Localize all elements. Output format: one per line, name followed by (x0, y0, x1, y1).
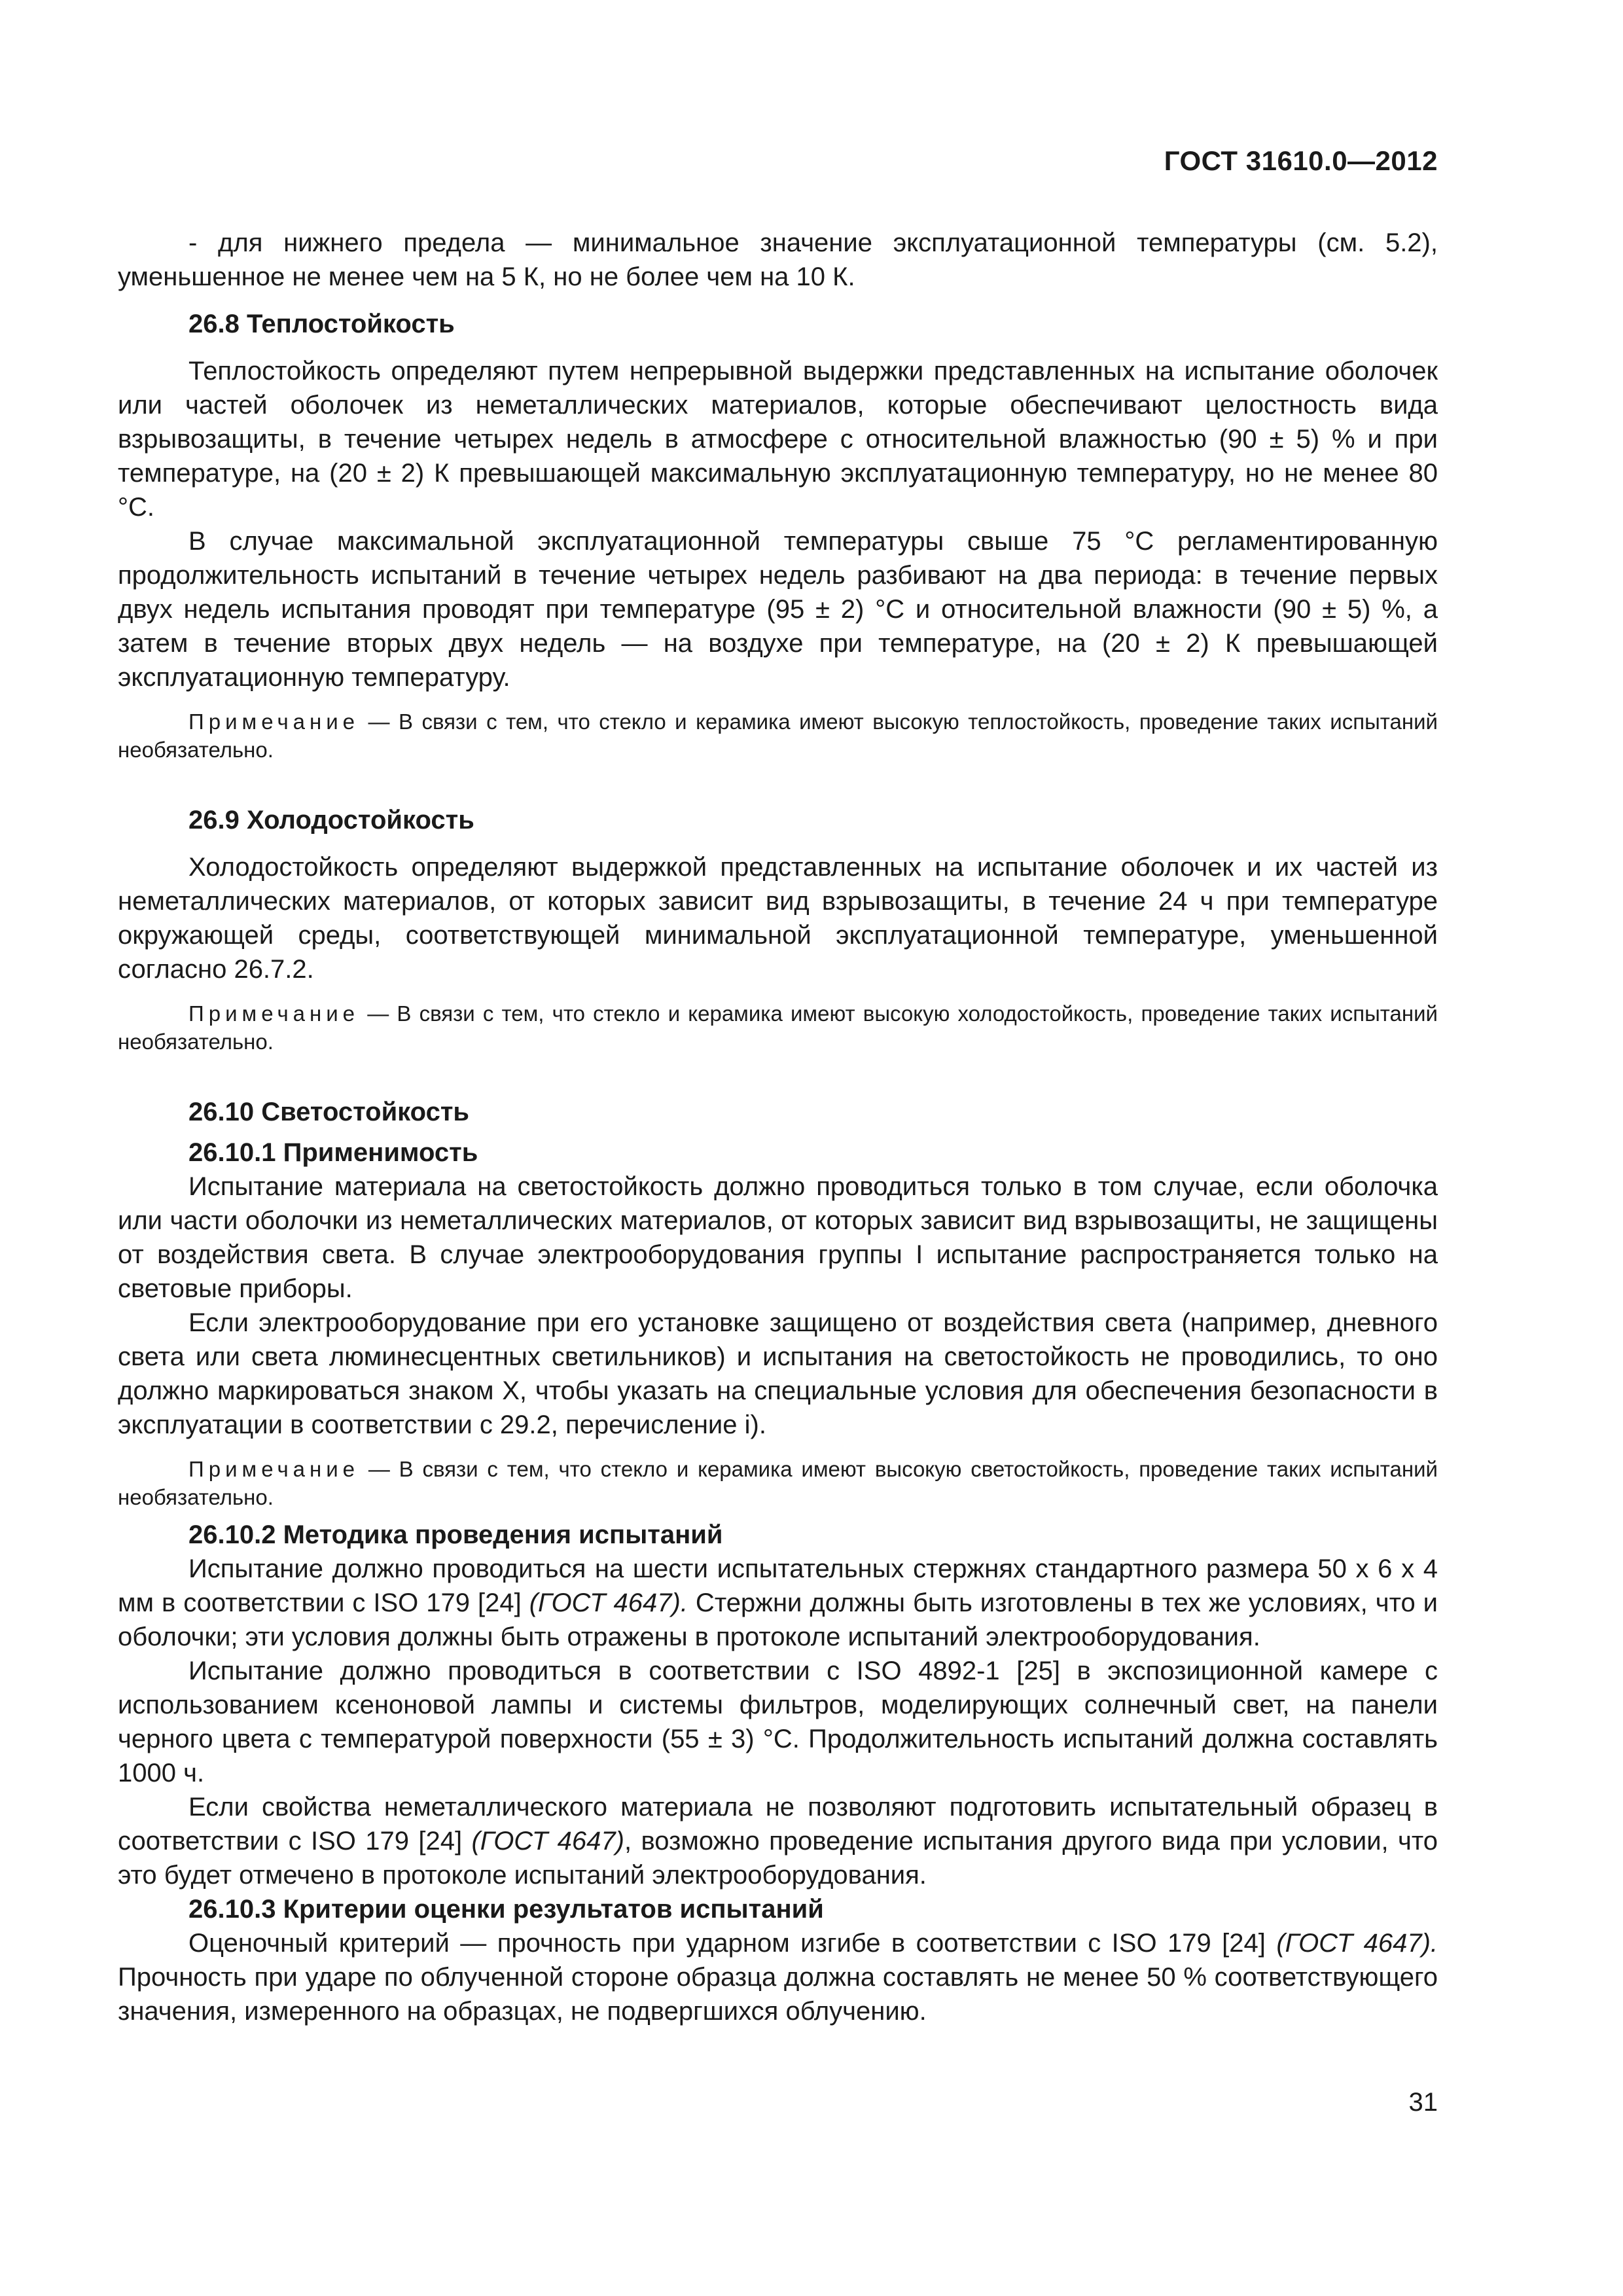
text-span: Оценочный критерий — прочность при ударном изгибе в соответствии с ISO 179 [24] (188, 1929, 1277, 1958)
note-text: — В связи с тем, что стекло и керамика имеют высокую холодостойкость, проведение таких испытаний необязательно. (118, 1001, 1438, 1054)
section-title-26-10: 26.10 Светостойкость (188, 1098, 470, 1126)
gost-reference: (ГОСТ 4647). (529, 1588, 688, 1617)
subsection-title-26-10-2: 26.10.2 Методика проведения испытаний (188, 1520, 723, 1549)
note-text: — В связи с тем, что стекло и керамика имеют высокую теплостойкость, проведение таких испытаний необязательно. (118, 709, 1438, 762)
gost-reference: (ГОСТ 4647) (471, 1827, 624, 1856)
subsection-26-10-1-paragraph-1: Испытание материала на светостойкость должно проводиться только в том случае, если оболочка или части оболочки из неметаллических материалов, от которых зависит вид взрывозащиты, не защищены от воздействия света. В случае электрооборудования группы I испытание распространяется только на световые приборы. (118, 1172, 1438, 1303)
note-label: Примечание (188, 1457, 360, 1481)
subsection-title-26-10-3: 26.10.3 Критерии оценки результатов испытаний (188, 1895, 824, 1924)
section-title-26-9: 26.9 Холодостойкость (188, 806, 474, 834)
gost-reference: (ГОСТ 4647). (1276, 1929, 1438, 1958)
section-26-9-note (118, 999, 1438, 1056)
text-span: , возможно проведение испытания другого вида при условии, что это будет отмечено в протоколе испытаний электрооборудования. (118, 1827, 1438, 1890)
subsection-26-10-3-paragraph-1 (118, 1926, 1438, 2028)
subsection-26-10-2-paragraph-3 (118, 1790, 1438, 1892)
note-text: — В связи с тем, что стекло и керамика имеют высокую светостойкость, проведение таких испытаний необязательно. (118, 1457, 1438, 1509)
section-26-9-paragraph-1: Холодостойкость определяют выдержкой представленных на испытание оболочек и их частей из неметаллических материалов, от которых зависит вид взрывозащиты, в течение 24 ч при температуре окружающей среды, соответствующей минимальной эксплуатационной температуре, уменьшенной согласно 26.7.2. (118, 853, 1438, 984)
text-span: Испытание должно проводиться на шести испытательных стержнях стандартного размера 50 x 6 x 4 мм в соответствии с ISO 179 [24] (118, 1554, 1438, 1617)
page-content (118, 226, 1438, 2028)
subsection-26-10-2-paragraph-2: Испытание должно проводиться в соответствии с ISO 4892-1 [25] в экспозиционной камере с использованием ксеноновой лампы и системы фильтров, моделирующих солнечный свет, на панели черного цвета с температурой поверхности (55 ± 3) °С. Продолжительность испытаний должна составлять 1000 ч. (118, 1657, 1438, 1787)
subsection-26-10-2-paragraph-1 (118, 1552, 1438, 1654)
note-label: Примечание (188, 709, 360, 734)
intro-paragraph: - для нижнего предела — минимальное значение эксплуатационной температуры (см. 5.2), уменьшенное не менее чем на 5 К, но не более чем на 10 К. (118, 228, 1438, 291)
section-26-8-paragraph-2: В случае максимальной эксплуатационной температуры свыше 75 °С регламентированную продолжительность испытаний в течение четырех недель разбивают на два периода: в течение первых двух недель испытания проводят при температуре (95 ± 2) °С и относительной влажности (90 ± 5) %, а затем в течение вторых двух недель — на воздухе при температуре, на (20 ± 2) К превышающей эксплуатационную температуру. (118, 527, 1438, 692)
standard-code-header: ГОСТ 31610.0—2012 (1164, 145, 1438, 176)
section-title-26-8: 26.8 Теплостойкость (188, 310, 455, 338)
page-number: 31 (1408, 2088, 1438, 2117)
text-span: Если свойства неметаллического материала не позволяют подготовить испытательный образец в соответствии с ISO 179 [24] (118, 1793, 1438, 1856)
subsection-title-26-10-1: 26.10.1 Применимость (188, 1138, 478, 1167)
section-26-8-paragraph-1: Теплостойкость определяют путем непрерывной выдержки представленных на испытание оболочек или частей оболочек из неметаллических материалов, которые обеспечивают целостность вида взрывозащиты, в течение четырех недель в атмосфере с относительной влажностью (90 ± 5) % и при температуре, на (20 ± 2) К превышающей максимальную эксплуатационную температуру, но не менее 80 °С. (118, 357, 1438, 522)
text-span: Прочность при ударе по облученной стороне образца должна составлять не менее 50 % соответствующего значения, измеренного на образцах, не подвергшихся облучению. (118, 1963, 1438, 2026)
note-label: Примечание (188, 1001, 360, 1026)
section-26-8-note (118, 708, 1438, 764)
section-26-10-note (118, 1455, 1438, 1511)
text-span: Стержни должны быть изготовлены в тех же условиях, что и оболочки; эти условия должны быть отражены в протоколе испытаний электрооборудования. (118, 1588, 1438, 1651)
subsection-26-10-1-paragraph-2: Если электрооборудование при его установке защищено от воздействия света (например, дневного света или света люминесцентных светильников) и испытания на светостойкость не проводились, то оно должно маркироваться знаком X, чтобы указать на специальные условия для обеспечения безопасности в эксплуатации в соответствии с 29.2, перечисление i). (118, 1308, 1438, 1439)
